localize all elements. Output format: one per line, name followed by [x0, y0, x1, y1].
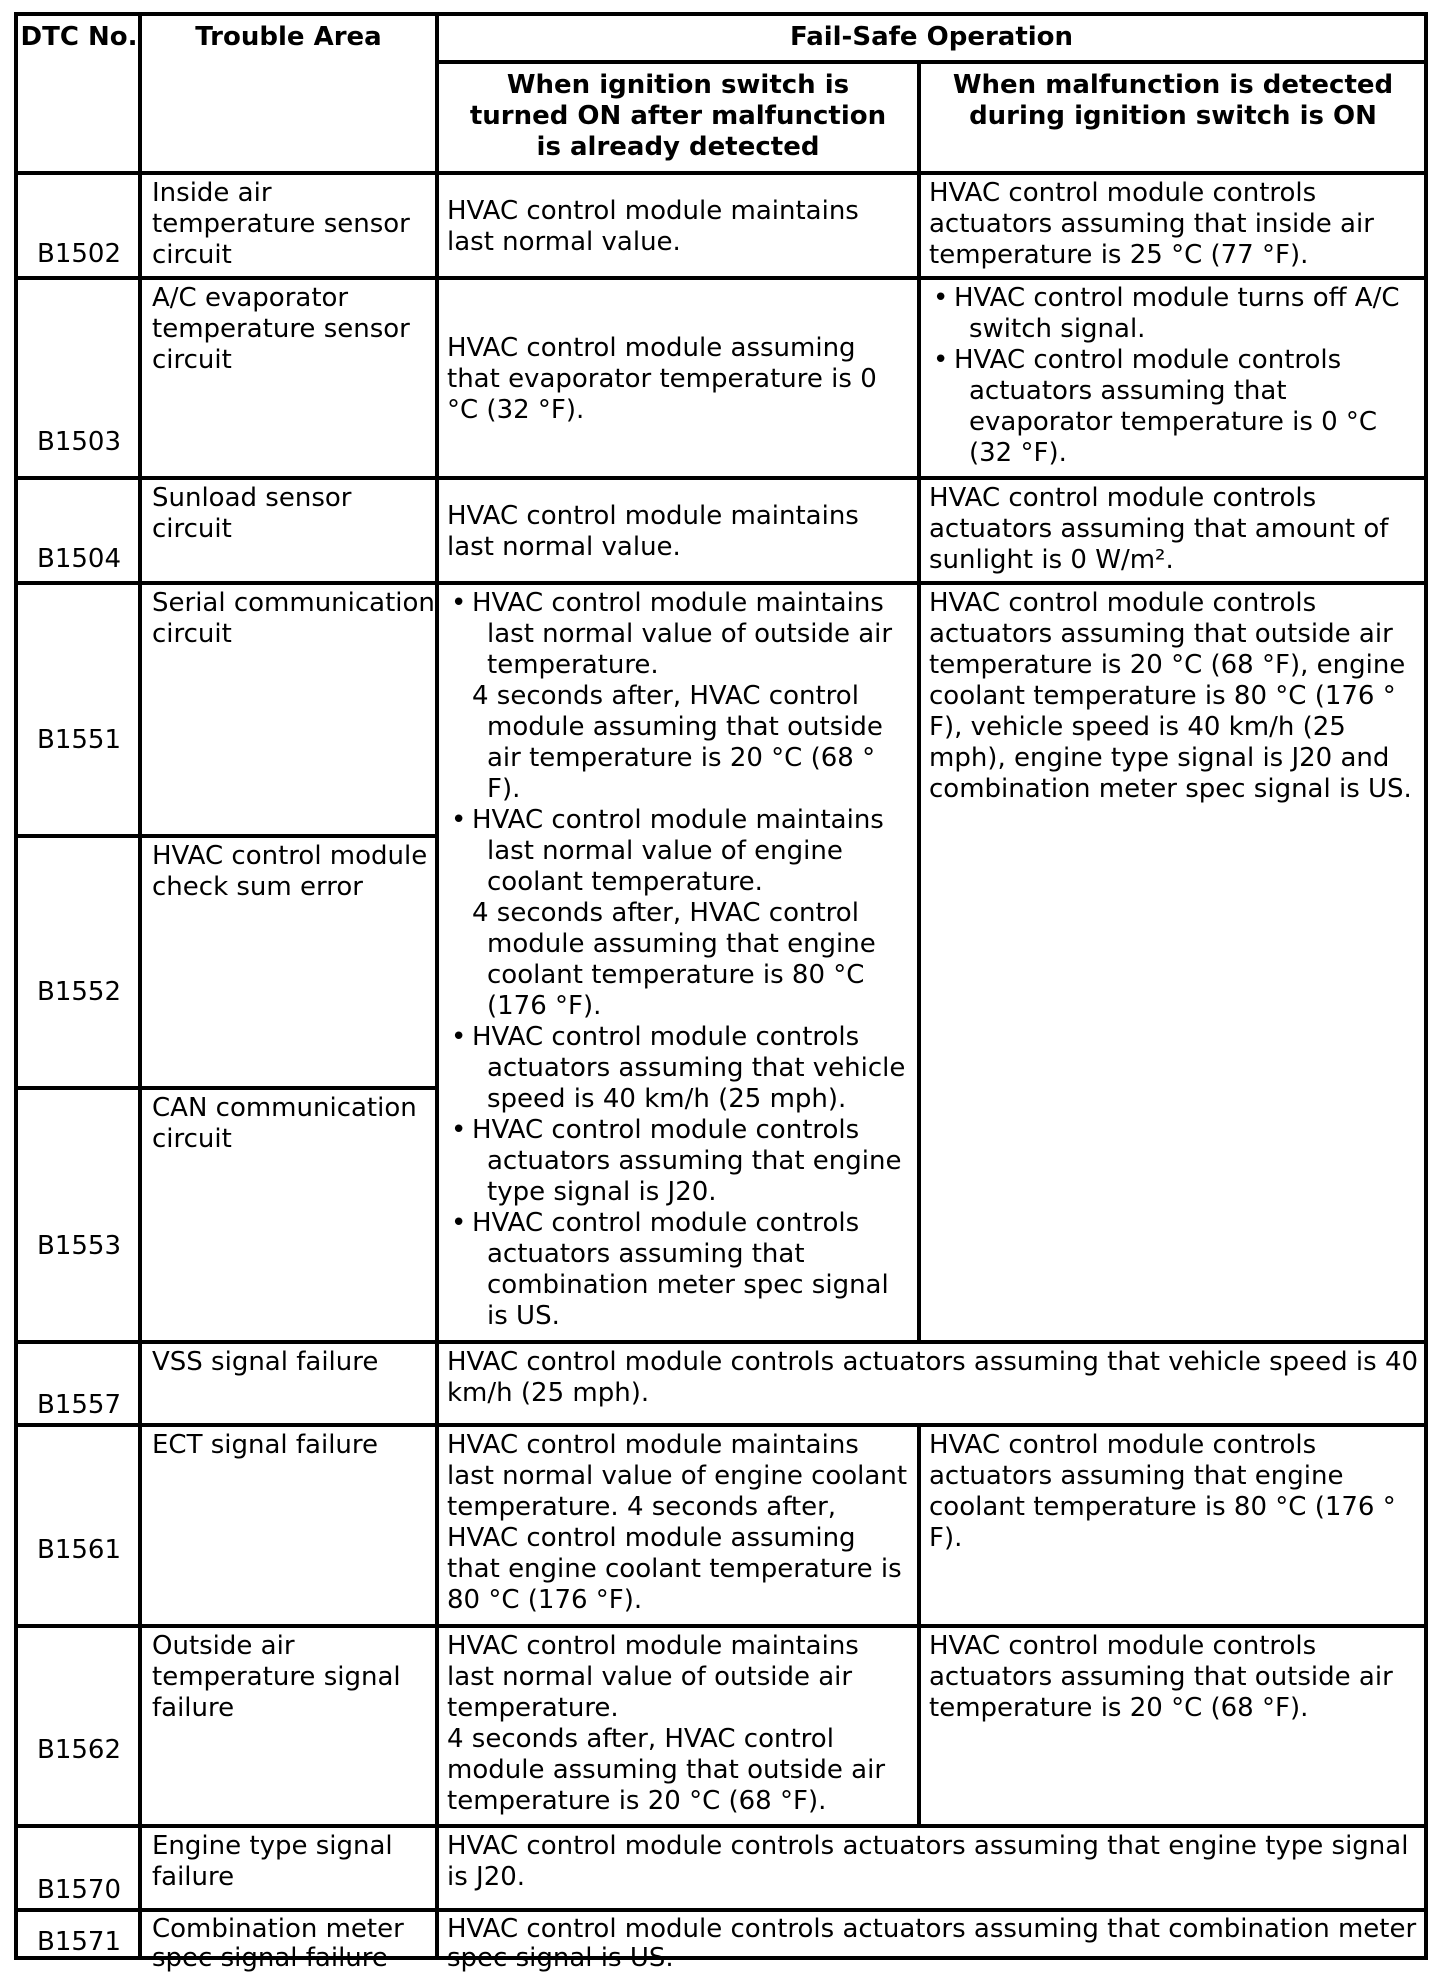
- fail-safe-during: HVAC control module controls actuators assuming that outside air temperature is 20 °C (68 °F).: [929, 1631, 1393, 1723]
- fail-safe-text: HVAC control module assuming that evaporator temperature is 0 °C (32 °F).: [447, 332, 877, 425]
- header-when-detected-during-on: When malfunction is detected during ignition switch is ON: [952, 70, 1394, 131]
- trouble-area: CAN communication circuit: [152, 1093, 417, 1154]
- header-trouble-area: Trouble Area: [195, 22, 382, 52]
- dtc-code: B1503: [36, 427, 121, 457]
- fail-safe-merged: HVAC control module controls actuators assuming that engine type signal is J20.: [447, 1831, 1409, 1892]
- dtc-code: B1562: [36, 1735, 121, 1765]
- bullet-text: 4 seconds after, HVAC control module assuming that outside air temperature is 20 °C (68 ° F).: [472, 681, 883, 804]
- fail-safe-on-after: [437, 175, 919, 278]
- fail-safe-merged: HVAC control module controls actuators assuming that combination meter spec signal is US.: [447, 1914, 1417, 1973]
- bullet-item: • HVAC control module controls actuators assuming that engine type signal is J20.: [437, 1115, 913, 1208]
- trouble-area: Outside air temperature signal failure: [152, 1631, 401, 1723]
- dtc-code: B1551: [36, 725, 121, 755]
- bullet-item: • HVAC control module controls actuators assuming that vehicle speed is 40 km/h (25 mph).: [437, 1022, 913, 1115]
- trouble-area: Engine type signal failure: [152, 1831, 393, 1892]
- bullet-item: [437, 588, 913, 805]
- bullet-text: • HVAC control module maintains last normal value of engine coolant temperature.: [472, 805, 884, 897]
- bullet-item: • HVAC control module turns off A/C switch signal.: [919, 283, 1420, 345]
- trouble-area: VSS signal failure: [152, 1347, 379, 1377]
- dtc-code: B1502: [36, 239, 121, 269]
- bullet-item: • HVAC control module controls actuators assuming that evaporator temperature is 0 °C (32 °F).: [919, 345, 1420, 469]
- dtc-code: B1552: [36, 977, 121, 1007]
- dtc-code: B1504: [36, 544, 121, 574]
- bullet-item: [437, 805, 913, 1022]
- fail-safe-on-after: HVAC control module maintains last normal value of engine coolant temperature. 4 seconds after, HVAC control module assuming that engine coolant temperature is 80 °C (176 °F).: [447, 1430, 908, 1615]
- trouble-area: HVAC control module check sum error: [152, 841, 428, 902]
- fail-safe-during: [919, 280, 1426, 478]
- fail-safe-on-after-group: [437, 585, 919, 1342]
- trouble-area: Sunload sensor circuit: [152, 483, 352, 544]
- trouble-area: Serial communication circuit: [152, 588, 435, 649]
- fail-safe-during: HVAC control module controls actuators assuming that engine coolant temperature is 80 °C (176 ° F).: [929, 1430, 1396, 1553]
- fail-safe-during: HVAC control module controls actuators assuming that inside air temperature is 25 °C (77 °F).: [929, 178, 1374, 270]
- trouble-area: Combination meter spec signal failure: [152, 1914, 404, 1973]
- trouble-area: Inside air temperature sensor circuit: [152, 178, 410, 270]
- fail-safe-during: HVAC control module controls actuators assuming that amount of sunlight is 0 W/m².: [929, 483, 1389, 575]
- dtc-code: B1570: [36, 1875, 121, 1905]
- fail-safe-on-after: [437, 1628, 919, 1826]
- header-when-on-after-detected: When ignition switch is turned ON after malfunction is already detected: [469, 70, 887, 162]
- trouble-area: ECT signal failure: [152, 1430, 379, 1460]
- bullet-text: • HVAC control module maintains last normal value of outside air temperature.: [472, 588, 893, 680]
- bullet-text: 4 seconds after, HVAC control module assuming that engine coolant temperature is 80 °C (176 °F).: [472, 898, 876, 1021]
- fail-safe-on-after: [437, 480, 919, 583]
- header-fail-safe-operation: Fail-Safe Operation: [789, 22, 1074, 52]
- fail-safe-during-group: HVAC control module controls actuators assuming that outside air temperature is 20 °C (68 °F), engine coolant temperature is 80 °C (176 ° F), vehicle speed is 40 km/h (25 mph), engine type signal is J20 and combination meter spec signal is US.: [929, 588, 1412, 804]
- dtc-code: B1553: [36, 1231, 121, 1261]
- fail-safe-on-after: [437, 280, 919, 478]
- fail-safe-text: HVAC control module maintains last normal value of outside air temperature.: [447, 1631, 859, 1723]
- fail-safe-text: HVAC control module maintains last normal value.: [447, 500, 859, 562]
- dtc-code: B1557: [36, 1390, 121, 1420]
- header-dtc-no: DTC No.: [20, 22, 138, 52]
- bullet-item: • HVAC control module controls actuators assuming that combination meter spec signal is US.: [437, 1208, 913, 1332]
- dtc-code: B1571: [36, 1927, 121, 1957]
- dtc-code: B1561: [36, 1535, 121, 1565]
- fail-safe-merged: HVAC control module controls actuators assuming that vehicle speed is 40 km/h (25 mph).: [447, 1347, 1419, 1408]
- trouble-area: A/C evaporator temperature sensor circuit: [152, 283, 410, 375]
- fail-safe-text: HVAC control module maintains last normal value.: [447, 195, 859, 257]
- fail-safe-text: 4 seconds after, HVAC control module assuming that outside air temperature is 20 °C (68 °F).: [447, 1724, 886, 1816]
